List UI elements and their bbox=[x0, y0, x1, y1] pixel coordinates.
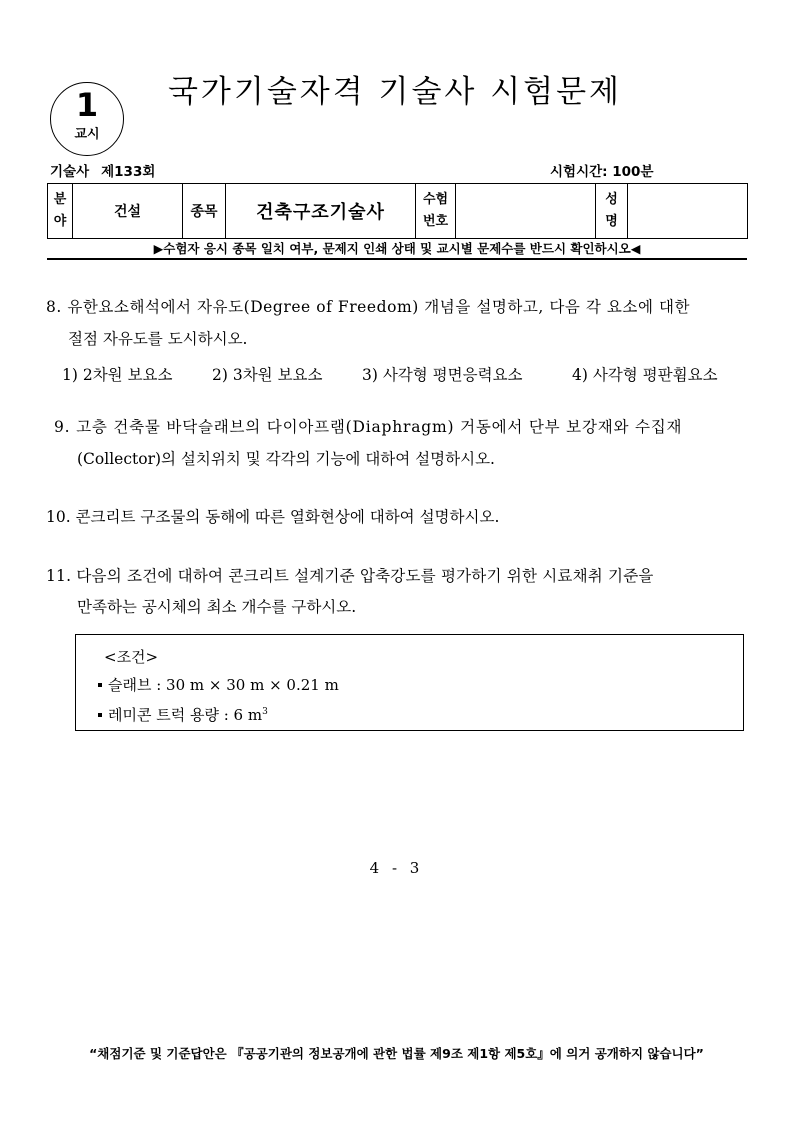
exam-header-table bbox=[47, 183, 748, 239]
superscript: 3 bbox=[262, 707, 268, 717]
question-8-item-4: 4) 사각형 평판휨요소 bbox=[572, 366, 718, 384]
session-label: 교시 bbox=[74, 127, 100, 142]
field-value: 건설 bbox=[73, 184, 183, 239]
name-field[interactable] bbox=[628, 184, 748, 239]
question-8-line2: 절점 자유도를 도시하시오. bbox=[68, 330, 248, 348]
question-11-line2: 만족하는 공시체의 최소 개수를 구하시오. bbox=[77, 598, 357, 616]
session-number: 1 bbox=[75, 86, 99, 124]
bullet-icon bbox=[98, 713, 102, 717]
page-number: 4 - 3 bbox=[369, 859, 424, 877]
exam-category: 기술사 bbox=[50, 164, 90, 180]
notice-line: ▶수험자 응시 종목 일치 여부, 문제지 인쇄 상태 및 교시별 문제수를 반드시 확인하시오◀ bbox=[47, 239, 747, 260]
exam-number-label: 수험 번호 bbox=[416, 184, 456, 239]
condition-item-1: 슬래브 : 30 m × 30 m × 0.21 m bbox=[98, 675, 339, 695]
exam-title: 국가기술자격 기술사 시험문제 bbox=[167, 74, 622, 110]
field-label: 분 야 bbox=[48, 184, 73, 239]
question-8-item-1: 1) 2차원 보요소 bbox=[62, 366, 173, 384]
exam-time: 시험시간: 100분 bbox=[550, 164, 654, 180]
condition-title: <조건> bbox=[104, 648, 159, 666]
question-8-item-2: 2) 3차원 보요소 bbox=[212, 366, 323, 384]
question-8-line1: 8. 유한요소해석에서 자유도(Degree of Freedom) 개념을 설명하고, 다음 각 요소에 대한 bbox=[46, 298, 690, 316]
footer-notice: “채점기준 및 기준답안은 『공공기관의 정보공개에 관한 법률 제9조 제1항 제5호』에 의거 공개하지 않습니다” bbox=[89, 1046, 704, 1061]
name-label: 성 명 bbox=[596, 184, 628, 239]
exam-round: 제133회 bbox=[101, 164, 156, 180]
question-11-line1: 11. 다음의 조건에 대하여 콘크리트 설계기준 압축강도를 평가하기 위한 시료채취 기준을 bbox=[46, 567, 654, 585]
exam-number-field[interactable] bbox=[456, 184, 596, 239]
question-9-line1: 9. 고층 건축물 바닥슬래브의 다이아프램(Diaphragm) 거동에서 단부 보강재와 수집재 bbox=[54, 418, 683, 436]
exam-info bbox=[50, 163, 155, 181]
type-value: 건축구조기술사 bbox=[226, 184, 416, 239]
bullet-icon bbox=[98, 683, 102, 687]
question-8-item-3: 3) 사각형 평면응력요소 bbox=[362, 366, 523, 384]
question-9-line2: (Collector)의 설치위치 및 각각의 기능에 대하여 설명하시오. bbox=[77, 450, 495, 468]
session-badge bbox=[50, 82, 124, 156]
condition-item-2: 레미콘 트럭 용량 : 6 $m^3$ bbox=[98, 702, 268, 725]
condition-box bbox=[75, 634, 744, 731]
type-label: 종목 bbox=[183, 184, 226, 239]
question-10-line1: 10. 콘크리트 구조물의 동해에 따른 열화현상에 대하여 설명하시오. bbox=[46, 508, 500, 526]
